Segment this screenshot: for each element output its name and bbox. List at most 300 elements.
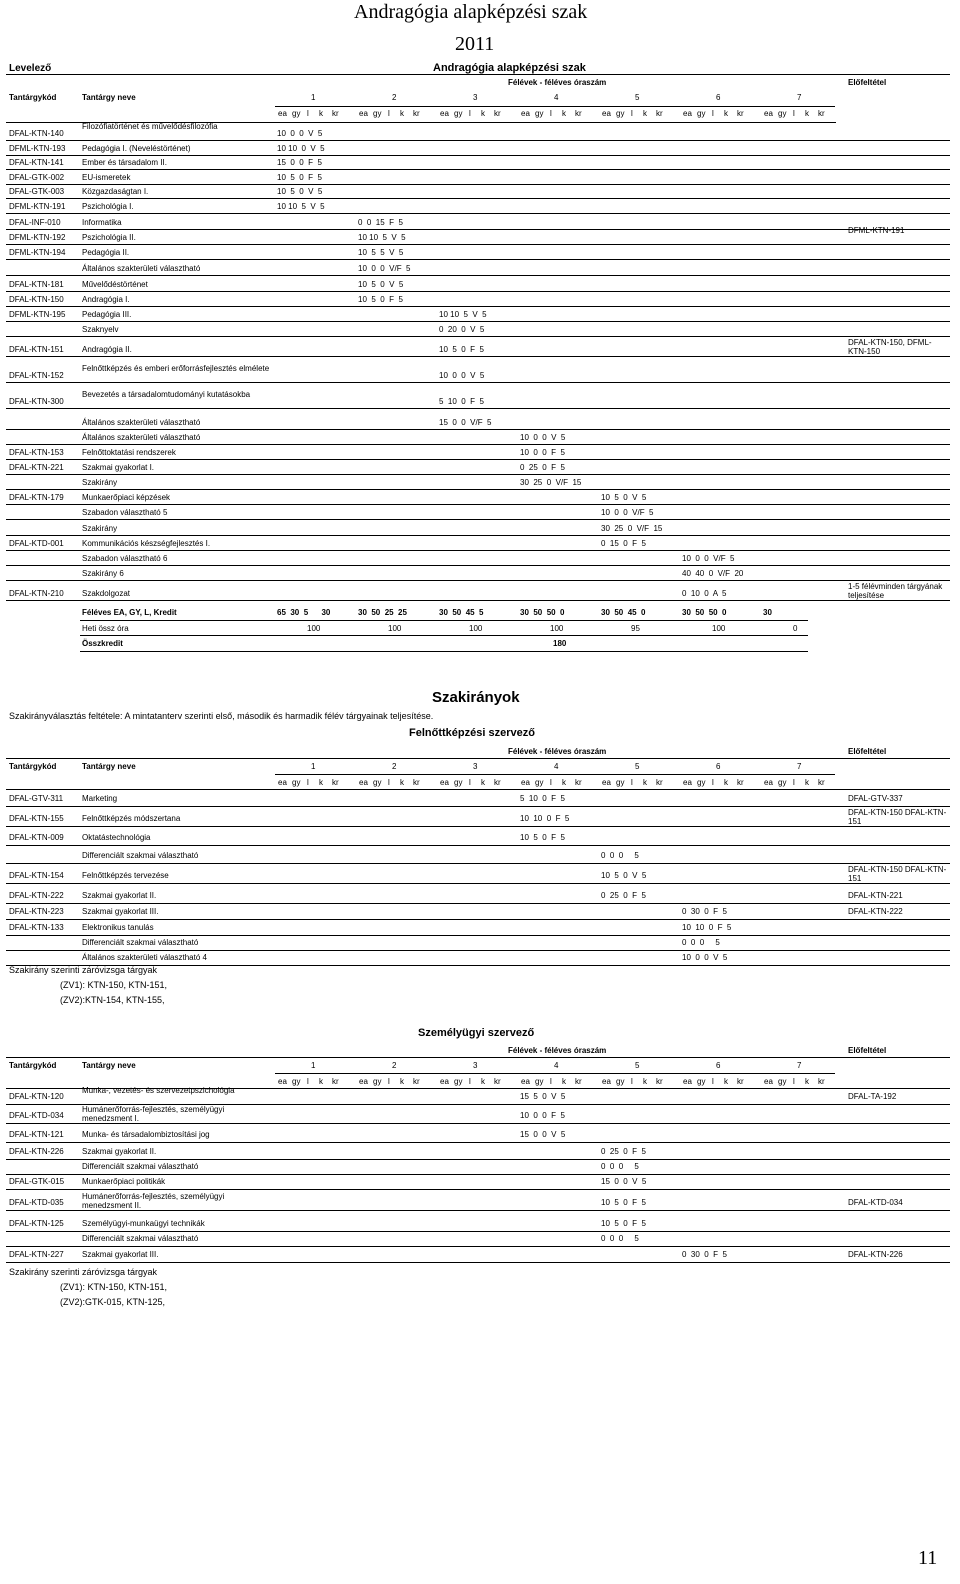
semester-number: 6 <box>716 93 721 102</box>
row-line <box>6 535 950 536</box>
row-line <box>6 1246 950 1247</box>
adult-ed-exam-zv2: (ZV2):KTN-154, KTN-155, <box>60 995 165 1005</box>
course-name: Szakmai gyakorlat III. <box>82 907 159 916</box>
course-code: DFAL-KTD-035 <box>9 1198 64 1207</box>
course-name: Humánerőforrás-fejlesztés, személyügyi menedzsment I. <box>82 1105 225 1124</box>
semester-summary: 30 50 50 0 <box>520 608 565 617</box>
course-name: Szakirány <box>82 524 118 533</box>
course-values: 10 5 0 F 5 <box>601 1198 646 1207</box>
course-values: 10 10 5 V 5 <box>358 233 406 242</box>
semester-summary: 30 50 45 5 <box>439 608 484 617</box>
course-code: DFAL-KTN-153 <box>9 448 64 457</box>
semester-number: 4 <box>554 762 559 771</box>
sub-header: gy <box>778 109 787 118</box>
course-name: Marketing <box>82 794 118 803</box>
weekly-hours: 0 <box>793 624 798 633</box>
course-code: DFAL-KTN-154 <box>9 871 64 880</box>
sub-header: ea <box>278 109 287 118</box>
sub-header: kr <box>413 109 420 118</box>
sub-header: l <box>469 109 471 118</box>
semester-number: 1 <box>311 93 316 102</box>
course-name: Általános szakterületi választható 4 <box>82 953 207 962</box>
course-name: Felnőttképzés tervezése <box>82 871 169 880</box>
row-line <box>6 1174 950 1175</box>
course-values: 10 5 0 F 5 <box>601 1219 646 1228</box>
row-line <box>6 565 950 566</box>
course-values: 10 10 5 V 5 <box>439 310 487 319</box>
sub-header: kr <box>656 109 663 118</box>
course-name: Szabadon választható 5 <box>82 508 168 517</box>
sub-header: k <box>319 1077 323 1086</box>
prerequisite: DFAL-KTN-222 <box>848 907 903 916</box>
sub-header: kr <box>737 109 744 118</box>
code-header: Tantárgykód <box>9 762 57 771</box>
weekly-hours: 100 <box>469 624 483 633</box>
course-code: DFAL-KTN-009 <box>9 833 64 842</box>
weekly-hours: 100 <box>388 624 402 633</box>
sub-header: gy <box>373 778 382 787</box>
sub-header: ea <box>764 109 773 118</box>
sub-header: kr <box>575 109 582 118</box>
name-header: Tantárgy neve <box>82 1061 136 1070</box>
semester-summary: 30 50 45 0 <box>601 608 646 617</box>
course-name: Pszichológia II. <box>82 233 136 242</box>
sub-header: gy <box>454 778 463 787</box>
prerequisite: DFML-KTN-191 <box>848 226 905 235</box>
row-line <box>6 169 950 170</box>
course-name: Oktatástechnológia <box>82 833 151 842</box>
course-name: Szakirány <box>82 478 118 487</box>
course-code: DFAL-KTN-150 <box>9 295 64 304</box>
row-line <box>6 1231 950 1232</box>
semesters-header: Félévek - féléves óraszám <box>508 747 607 756</box>
course-name: EU-ismeretek <box>82 173 131 182</box>
course-values: 0 0 15 F 5 <box>358 218 403 227</box>
course-name: Differenciált szakmai választható <box>82 851 199 860</box>
sub-header: l <box>793 778 795 787</box>
sub-header: ea <box>602 1077 611 1086</box>
semester-summary: 30 <box>763 608 772 617</box>
course-values: 10 5 0 F 5 <box>358 295 403 304</box>
course-name: Differenciált szakmai választható <box>82 938 199 947</box>
sub-header: l <box>712 109 714 118</box>
semester-number: 6 <box>716 762 721 771</box>
sub-header: ea <box>359 1077 368 1086</box>
course-values: 15 0 0 V 5 <box>520 1130 566 1139</box>
course-values: 5 10 0 F 5 <box>520 794 565 803</box>
sub-header: k <box>805 778 809 787</box>
row-line <box>6 244 950 245</box>
semester-summary: 65 30 5 30 <box>277 608 331 617</box>
course-code: DFML-KTN-195 <box>9 310 66 319</box>
course-values: 10 0 0 V/F 5 <box>358 264 411 273</box>
row-line <box>6 1210 950 1211</box>
course-code: DFML-KTN-191 <box>9 202 66 211</box>
sub-header: l <box>550 778 552 787</box>
sub-header: kr <box>737 1077 744 1086</box>
row-line <box>6 429 950 430</box>
course-name: Szakdolgozat <box>82 589 131 598</box>
row-line <box>6 883 950 884</box>
sub-header: gy <box>373 109 382 118</box>
weekly-hours: 100 <box>550 624 564 633</box>
course-name: Szakmai gyakorlat III. <box>82 1250 159 1259</box>
document-title: Andragógia alapképzési szak <box>354 1 588 23</box>
course-values: 0 25 0 F 5 <box>601 891 646 900</box>
prerequisite: DFAL-TA-192 <box>848 1092 897 1101</box>
course-values: 10 5 0 F 5 <box>439 345 484 354</box>
sub-header: ea <box>359 778 368 787</box>
sub-header: gy <box>292 778 301 787</box>
course-code: DFAL-KTN-223 <box>9 907 64 916</box>
course-code: DFAL-KTD-001 <box>9 539 64 548</box>
course-values: 5 10 0 F 5 <box>439 397 484 406</box>
adult-ed-title: Felnőttképzési szervező <box>409 727 535 739</box>
semester-number: 7 <box>797 1061 802 1070</box>
course-values: 10 10 5 V 5 <box>277 202 325 211</box>
course-name: Ember és társadalom II. <box>82 158 167 167</box>
header-line <box>6 758 950 759</box>
row-line <box>6 291 950 292</box>
course-name: Felnőttképzés módszertana <box>82 814 181 823</box>
sub-header: kr <box>818 1077 825 1086</box>
row-line <box>6 519 950 520</box>
course-name: Differenciált szakmai választható <box>82 1234 199 1243</box>
prerequisite: DFAL-KTN-150 DFAL-KTN-151 <box>848 865 947 884</box>
semester-number: 3 <box>473 1061 478 1070</box>
course-name: Szakmai gyakorlat II. <box>82 1147 157 1156</box>
row-line <box>6 459 950 460</box>
row-line <box>6 845 950 846</box>
sub-header: kr <box>818 778 825 787</box>
row-line <box>6 336 950 337</box>
course-values: 15 0 0 V/F 5 <box>439 418 492 427</box>
sub-header: l <box>388 778 390 787</box>
sub-header: gy <box>292 1077 301 1086</box>
sub-header: ea <box>683 1077 692 1086</box>
code-header: Tantárgykód <box>9 1061 57 1070</box>
course-code: DFAL-KTN-125 <box>9 1219 64 1228</box>
sub-header: ea <box>440 778 449 787</box>
sub-header: ea <box>683 109 692 118</box>
row-line <box>6 826 950 827</box>
course-values: 0 20 0 V 5 <box>439 325 485 334</box>
prerequisite: DFAL-KTN-150, DFML-KTN-150 <box>848 338 932 357</box>
course-name: Humánerőforrás-fejlesztés, személyügyi menedzsment II. <box>82 1192 225 1211</box>
sub-header: gy <box>454 109 463 118</box>
sub-header: ea <box>521 778 530 787</box>
sub-header: ea <box>278 778 287 787</box>
sub-header: kr <box>413 1077 420 1086</box>
course-code: DFAL-INF-010 <box>9 218 61 227</box>
sub-header: ea <box>521 1077 530 1086</box>
semester-number: 2 <box>392 762 397 771</box>
semester-number: 2 <box>392 93 397 102</box>
semester-number: 1 <box>311 762 316 771</box>
course-name: Andragógia I. <box>82 295 130 304</box>
row-line <box>6 213 950 214</box>
course-code: DFML-KTN-193 <box>9 144 66 153</box>
course-code: DFAL-KTN-179 <box>9 493 64 502</box>
row-line <box>6 950 950 951</box>
course-name: Munka-, vezetés- és szervezetpszichológia <box>82 1086 235 1095</box>
hr-title: Személyügyi szervező <box>418 1027 535 1039</box>
sub-header: gy <box>697 1077 706 1086</box>
header-line <box>6 1057 950 1058</box>
sub-header: kr <box>656 1077 663 1086</box>
row-line <box>6 408 950 409</box>
row-line <box>6 140 950 141</box>
semesters-header: Félévek - féléves óraszám <box>508 1046 607 1055</box>
course-name: Elektronikus tanulás <box>82 923 154 932</box>
sub-header: kr <box>737 778 744 787</box>
row-line <box>6 935 950 936</box>
course-name: Szakirány 6 <box>82 569 124 578</box>
row-line <box>6 184 950 185</box>
course-values: 0 30 0 F 5 <box>682 907 727 916</box>
course-values: 10 0 0 F 5 <box>520 1111 565 1120</box>
sub-header: l <box>469 778 471 787</box>
sub-header: kr <box>332 778 339 787</box>
prerequisite: DFAL-KTD-034 <box>848 1198 903 1207</box>
sub-header: k <box>562 1077 566 1086</box>
row-line <box>6 489 950 490</box>
course-values: 10 5 0 V 5 <box>277 187 323 196</box>
semester-line <box>275 106 835 107</box>
course-values: 0 0 0 5 <box>682 938 720 947</box>
row-line <box>6 198 950 199</box>
course-code: DFML-KTN-194 <box>9 248 66 257</box>
course-code: DFAL-KTN-221 <box>9 463 64 472</box>
course-values: 10 5 0 F 5 <box>277 173 322 182</box>
sub-header: l <box>469 1077 471 1086</box>
specializations-note: Szakirányválasztás feltétele: A mintatanterv szerinti első, második és harmadik félév tárgyainak teljesítése. <box>9 711 434 721</box>
semester-number: 6 <box>716 1061 721 1070</box>
course-values: 10 0 0 V 5 <box>277 129 323 138</box>
course-values: 10 5 0 V 5 <box>601 871 647 880</box>
course-values: 10 0 0 F 5 <box>520 448 565 457</box>
course-code: DFAL-KTN-133 <box>9 923 64 932</box>
sub-header: k <box>400 1077 404 1086</box>
prerequisite: DFAL-GTV-337 <box>848 794 903 803</box>
weekly-hours: 95 <box>631 624 640 633</box>
semester-number: 5 <box>635 1061 640 1070</box>
course-code: DFAL-GTK-002 <box>9 173 65 182</box>
sub-header: l <box>307 778 309 787</box>
sub-header: ea <box>440 109 449 118</box>
course-name: Általános szakterületi választható <box>82 264 201 273</box>
course-values: 0 0 0 5 <box>601 1162 639 1171</box>
sub-header: k <box>400 778 404 787</box>
sub-header: k <box>805 1077 809 1086</box>
course-values: 0 10 0 A 5 <box>682 589 727 598</box>
sub-header: kr <box>494 109 501 118</box>
sub-header: kr <box>575 1077 582 1086</box>
course-name: Szabadon választható 6 <box>82 554 168 563</box>
course-code: DFAL-KTN-152 <box>9 371 64 380</box>
course-values: 0 0 0 5 <box>601 851 639 860</box>
hr-exam-zv1: (ZV1): KTN-150, KTN-151, <box>60 1282 168 1292</box>
sub-header: kr <box>818 109 825 118</box>
sub-header: k <box>481 1077 485 1086</box>
course-code: DFAL-KTN-181 <box>9 280 64 289</box>
semester-number: 4 <box>554 1061 559 1070</box>
semester-summary: 30 50 50 0 <box>682 608 727 617</box>
semester-number: 3 <box>473 93 478 102</box>
course-code: DFAL-GTK-003 <box>9 187 65 196</box>
weekly-hours-label: Heti össz óra <box>82 624 129 633</box>
course-name: Andragógia II. <box>82 345 132 354</box>
course-name: Pedagógia II. <box>82 248 130 257</box>
sub-header: ea <box>440 1077 449 1086</box>
summary-line <box>80 635 808 636</box>
summary-line <box>80 620 808 621</box>
course-code: DFAL-KTN-210 <box>9 589 64 598</box>
prerequisite: DFAL-KTN-221 <box>848 891 903 900</box>
sub-header: l <box>307 1077 309 1086</box>
course-name: Bevezetés a társadalomtudományi kutatásokba <box>82 390 251 399</box>
row-line <box>6 229 950 230</box>
sub-header: l <box>712 1077 714 1086</box>
row-line <box>6 155 950 156</box>
sub-header: gy <box>616 109 625 118</box>
course-name: Informatika <box>82 218 122 227</box>
row-line <box>6 321 950 322</box>
sub-header: k <box>319 109 323 118</box>
hr-exam-zv2: (ZV2):GTK-015, KTN-125, <box>60 1297 166 1307</box>
summary-bottom-line <box>80 651 808 652</box>
semesters-header: Félévek - féléves óraszám <box>508 78 607 87</box>
row-line <box>6 474 950 475</box>
course-values: 40 40 0 V/F 20 <box>682 569 744 578</box>
sub-header: k <box>724 1077 728 1086</box>
header-line <box>6 789 950 790</box>
semester-number: 7 <box>797 762 802 771</box>
semester-number: 2 <box>392 1061 397 1070</box>
sub-header: gy <box>616 1077 625 1086</box>
adult-ed-exam-title: Szakirány szerinti záróvizsga tárgyak <box>9 965 158 975</box>
course-name: Kommunikációs készségfejlesztés I. <box>82 539 211 548</box>
sub-header: ea <box>521 109 530 118</box>
total-credit-value: 180 <box>553 639 567 648</box>
course-name: Felnőttoktatási rendszerek <box>82 448 176 457</box>
course-name: Általános szakterületi választható <box>82 418 201 427</box>
row-line <box>6 806 950 807</box>
course-name: Pedagógia I. (Neveléstörténet) <box>82 144 191 153</box>
sub-header: l <box>631 109 633 118</box>
course-values: 30 25 0 V/F 15 <box>601 524 663 533</box>
course-name: Pszichológia I. <box>82 202 134 211</box>
sub-header: ea <box>764 1077 773 1086</box>
course-name: Közgazdaságtan I. <box>82 187 149 196</box>
course-code: DFAL-KTN-151 <box>9 345 64 354</box>
sub-header: k <box>400 109 404 118</box>
course-name: Általános szakterületi választható <box>82 433 201 442</box>
sub-header: k <box>319 778 323 787</box>
name-header: Tantárgy neve <box>82 762 136 771</box>
sub-header: k <box>643 1077 647 1086</box>
row-line <box>6 863 950 864</box>
course-values: 10 0 0 V 5 <box>520 433 566 442</box>
course-code: DFAL-GTK-015 <box>9 1177 65 1186</box>
adult-ed-exam-zv1: (ZV1): KTN-150, KTN-151, <box>60 980 168 990</box>
course-name: Munka- és társadalombiztosítási jog <box>82 1130 210 1139</box>
course-code: DFAL-KTN-141 <box>9 158 64 167</box>
course-values: 0 30 0 F 5 <box>682 1250 727 1259</box>
course-name: Felnőttképzés és emberi erőforrásfejlesztés elmélete <box>82 364 270 373</box>
sub-header: kr <box>332 1077 339 1086</box>
row-line <box>6 259 950 260</box>
prerequisite: 1-5 félévminden tárgyának teljesítése <box>848 582 943 601</box>
table-title: Andragógia alapképzési szak <box>433 62 586 74</box>
prerequisite: DFAL-KTN-226 <box>848 1250 903 1259</box>
course-code: DFAL-KTN-120 <box>9 1092 64 1101</box>
row-line <box>6 356 950 357</box>
sub-header: gy <box>535 778 544 787</box>
weekly-hours: 100 <box>307 624 321 633</box>
course-code: DFAL-KTN-226 <box>9 1147 64 1156</box>
row-line <box>6 550 950 551</box>
semester-number: 4 <box>554 93 559 102</box>
sub-header: gy <box>697 109 706 118</box>
course-name: Szakmai gyakorlat I. <box>82 463 155 472</box>
sub-header: k <box>643 778 647 787</box>
weekly-hours: 100 <box>712 624 726 633</box>
course-values: 0 25 0 F 5 <box>520 463 565 472</box>
prerequisite-header: Előfeltétel <box>848 78 887 87</box>
sub-header: kr <box>494 1077 501 1086</box>
row-line <box>6 600 950 601</box>
sub-header: l <box>631 1077 633 1086</box>
course-values: 10 0 0 V/F 5 <box>601 508 654 517</box>
sub-header: l <box>712 778 714 787</box>
course-name: Filozófiatörténet és művelődésfilozófia <box>82 122 218 131</box>
sub-header: ea <box>602 778 611 787</box>
course-code: DFAL-GTV-311 <box>9 794 64 803</box>
sub-header: l <box>793 109 795 118</box>
sub-header: gy <box>778 778 787 787</box>
sub-header: ea <box>359 109 368 118</box>
course-values: 0 15 0 F 5 <box>601 539 646 548</box>
sub-header: kr <box>332 109 339 118</box>
semester-summary: 30 50 25 25 <box>358 608 407 617</box>
semester-number: 3 <box>473 762 478 771</box>
row-line <box>6 382 950 383</box>
row-line <box>6 306 950 307</box>
course-code: DFAL-KTD-034 <box>9 1111 64 1120</box>
sub-header: gy <box>535 109 544 118</box>
sub-header: k <box>481 109 485 118</box>
course-values: 15 5 0 V 5 <box>520 1092 566 1101</box>
semester-number: 5 <box>635 93 640 102</box>
course-name: Pedagógia III. <box>82 310 132 319</box>
sub-header: gy <box>616 778 625 787</box>
course-code: DFAL-KTN-227 <box>9 1250 64 1259</box>
sub-header: l <box>793 1077 795 1086</box>
course-values: 0 25 0 F 5 <box>601 1147 646 1156</box>
sub-header: k <box>562 109 566 118</box>
sub-header: k <box>643 109 647 118</box>
row-line <box>6 504 950 505</box>
row-line <box>6 444 950 445</box>
header-top-line <box>6 74 950 75</box>
course-code: DFAL-KTN-222 <box>9 891 64 900</box>
row-line <box>6 919 950 920</box>
sub-header: k <box>805 109 809 118</box>
study-mode: Levelező <box>9 63 52 74</box>
course-code: DFML-KTN-192 <box>9 233 66 242</box>
sub-header: l <box>631 778 633 787</box>
